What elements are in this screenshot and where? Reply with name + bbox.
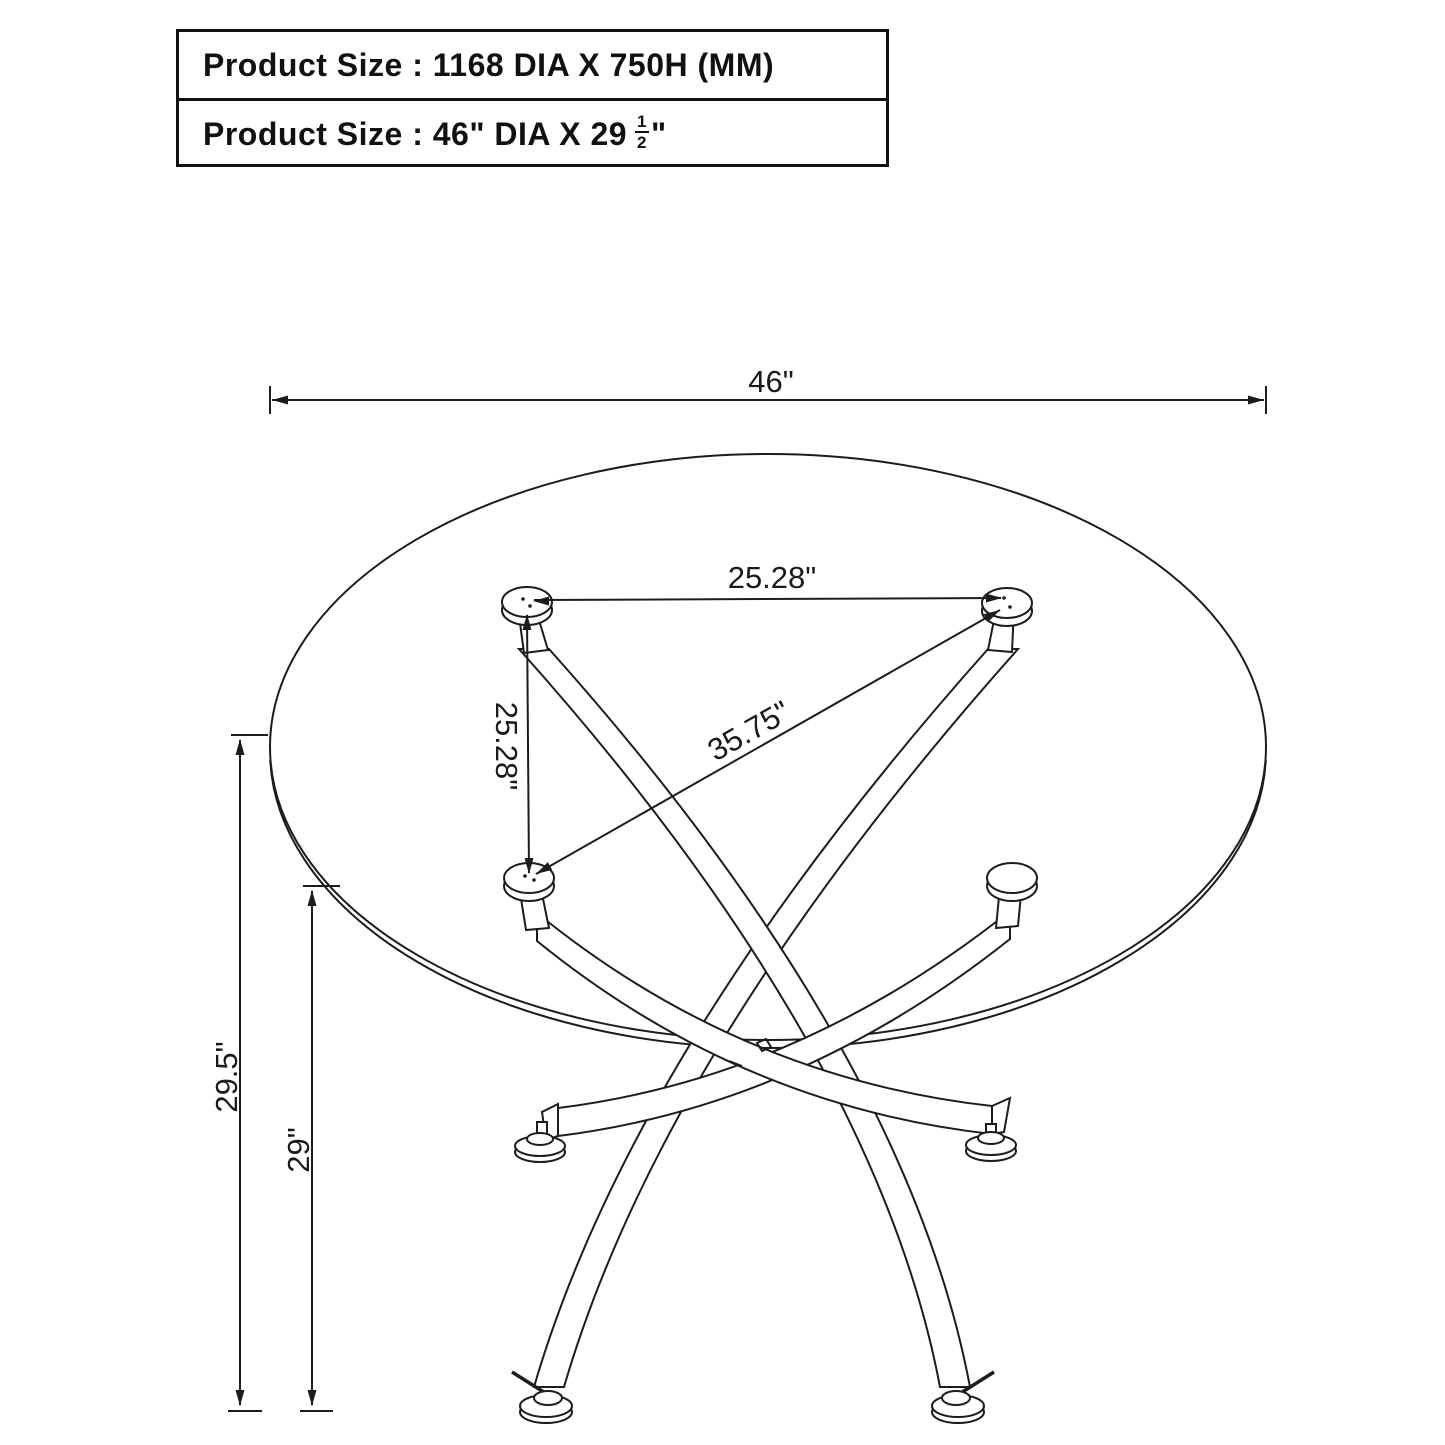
dim-height-underside (281, 886, 340, 1411)
dim-label-2528-h: 25.28" (727, 560, 817, 595)
dim-height-overall (209, 735, 268, 1411)
arrowhead-top (308, 890, 317, 906)
dim-label-46: 46" (748, 364, 794, 399)
cap-center-mark (521, 597, 525, 601)
leg-topright-to-bottomleft (534, 649, 1018, 1387)
dim-label-295: 29.5" (209, 1041, 244, 1113)
dim-label-29: 29" (281, 1127, 316, 1173)
dim-leg-span-vertical (489, 614, 534, 874)
dim-line (534, 598, 1001, 600)
product-size-in-text: Product Size : 46" DIA X 29 (203, 115, 628, 152)
cap-center-mark (523, 874, 527, 878)
cap-center-mark (532, 878, 536, 882)
fraction-one-half (635, 113, 649, 151)
foot-dome (527, 1133, 553, 1145)
dim-diameter-46 (270, 364, 1266, 414)
table-base-legs (519, 649, 1018, 1387)
arrowhead-bottom (308, 1390, 317, 1406)
dim-leg-span-horizontal (533, 560, 1002, 606)
dim-label-2528-v: 25.28" (489, 701, 524, 791)
cap-bottomright (987, 863, 1037, 893)
product-size-box (176, 29, 889, 167)
arrowhead-right (1248, 396, 1264, 405)
arrowhead-top (236, 739, 245, 755)
cap-center-mark (1002, 596, 1006, 600)
inch-mark: " (651, 115, 667, 152)
leg-mounting-caps (502, 587, 1037, 930)
product-size-mm-text: Product Size : 1168 DIA X 750H (MM) (203, 46, 775, 83)
cap-center-mark (528, 604, 532, 608)
product-size-row-mm (179, 32, 886, 101)
foot-dome (942, 1391, 970, 1405)
dim-label-3575: 35.75" (701, 693, 797, 768)
arrowhead-left (272, 396, 288, 405)
fraction-denominator: 2 (637, 133, 648, 152)
cap-center-mark (1008, 605, 1012, 609)
foot-dome (534, 1391, 562, 1405)
fraction-numerator: 1 (637, 112, 648, 131)
product-size-row-inches (179, 101, 886, 167)
foot-dome (978, 1132, 1004, 1144)
arrowhead-bottom (236, 1390, 245, 1406)
